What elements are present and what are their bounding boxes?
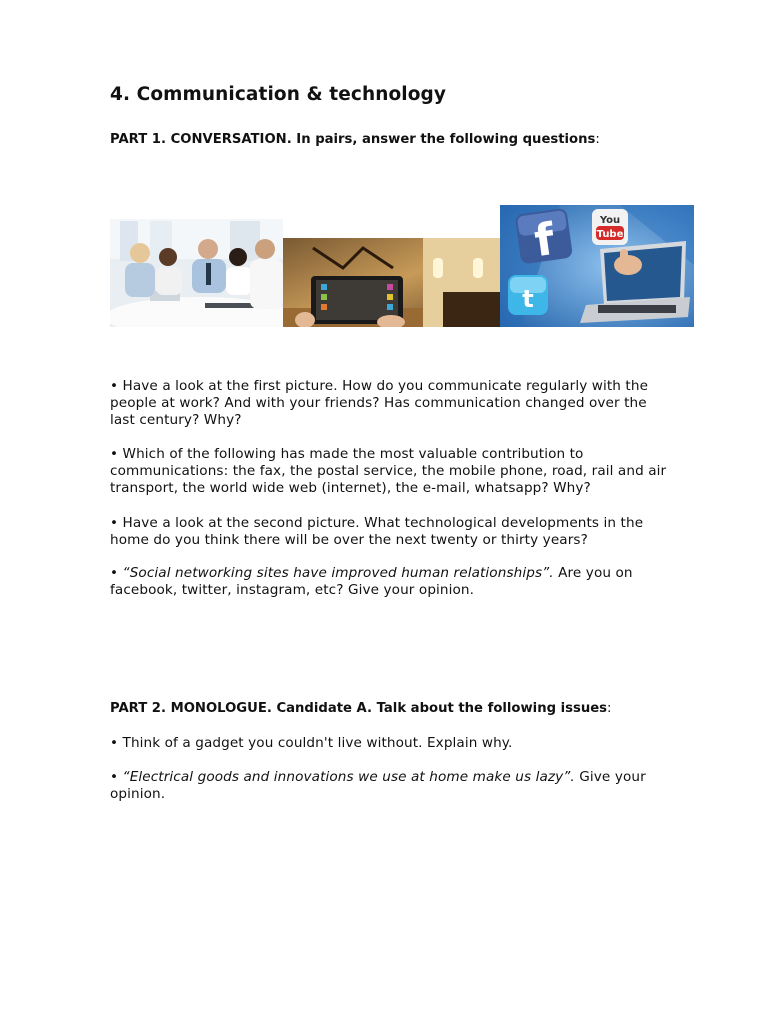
part2-question-2-bullet: • [110,769,123,785]
part2-question-2 [110,769,670,803]
part1-question-3: • Have a look at the second picture. What technological developments in the home do you think there will be over the next twenty or thirty years? [110,515,644,548]
svg-text:t: t [522,285,534,313]
social-media-laptop-photo [500,205,694,327]
part1-heading-text: PART 1. CONVERSATION. In pairs, answer the following questions [110,132,596,147]
part1-question-4-quote: “Social networking sites have improved human relationships”. [122,565,554,581]
part1-heading [110,132,600,147]
part1-question-2: • Which of the following has made the most valuable contribution to communications: the fax, the postal service, the mobile phone, road, rail and air transport, the world wide web (internet), the e-mail, whatsapp? Why? [110,446,667,496]
part1-heading-colon: : [595,132,600,147]
youtube-icon-label-tube: Tube [596,229,624,240]
part2-question-2-text: Give your opinion. [110,769,646,802]
part2-heading-text: PART 2. MONOLOGUE. Candidate A. Talk about the following issues [110,701,608,716]
part2-question-1: • Think of a gadget you couldn't live without. Explain why. [110,735,513,751]
part2-question-2-quote: “Electrical goods and innovations we use at home make us lazy”. [122,769,575,785]
youtube-icon-label-you: You [599,215,621,226]
page-title: 4. Communication & technology [110,84,447,105]
twitter-icon [508,275,548,315]
svg-text:f: f [531,214,558,268]
part1-question-4-text: Are you on facebook, twitter, instagram, etc? Give your opinion. [110,565,633,598]
smart-home-tablet-photo [283,238,500,327]
people-meeting-photo [110,219,283,327]
part1-question-4-bullet: • [110,565,123,581]
part1-question-4 [110,565,670,599]
part2-heading [110,701,611,716]
part2-heading-colon: : [607,701,612,716]
part1-question-1: • Have a look at the first picture. How do you communicate regularly with the people at work? And with your friends? Has communication changed over the last century? Why? [110,378,649,428]
youtube-icon [592,209,628,245]
